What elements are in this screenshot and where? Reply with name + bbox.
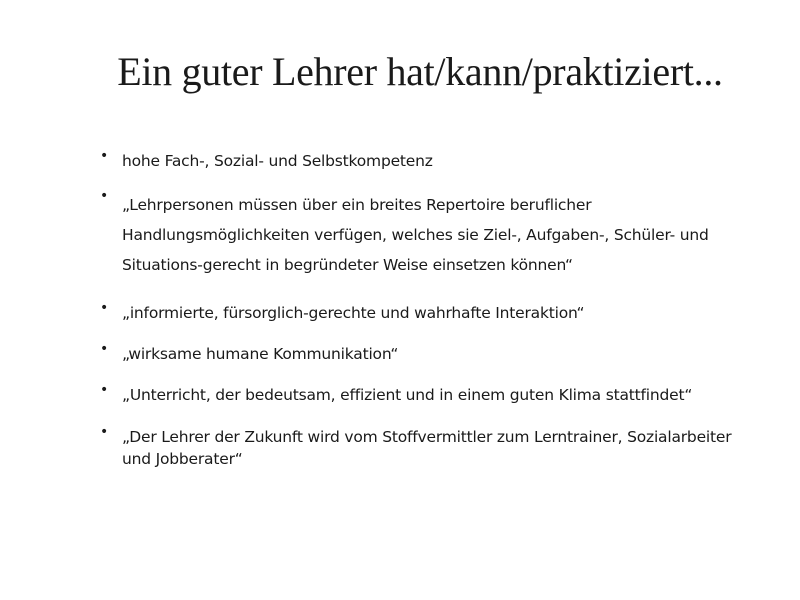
- bullet-item: [100, 190, 760, 280]
- bullet-item: [100, 384, 760, 406]
- bullet-item: [100, 426, 760, 470]
- bullet-icon: •: [100, 382, 109, 398]
- bullet-text: „informierte, fürsorglich-gerechte und wahrhafte Interaktion“: [122, 304, 585, 322]
- bullet-text: „Der Lehrer der Zukunft wird vom Stoffvermittler zum Lerntrainer, Sozialarbeiter und Jobberater“: [122, 428, 732, 468]
- bullet-item: [100, 302, 760, 324]
- bullet-icon: •: [100, 424, 109, 440]
- bullet-text: „wirksame humane Kommunikation“: [122, 345, 399, 363]
- bullet-icon: •: [100, 188, 109, 204]
- bullet-text: „Unterricht, der bedeutsam, effizient und in einem guten Klima stattfindet“: [122, 386, 693, 404]
- bullet-text: „Lehrpersonen müssen über ein breites Repertoire beruflicher Handlungsmöglichkeiten verfügen, welches sie Ziel-, Aufgaben-, Schüler- und Situations-gerecht in begründeter Weise einsetzen können“: [122, 196, 709, 274]
- bullet-icon: •: [100, 148, 109, 164]
- bullet-icon: •: [100, 341, 109, 357]
- bullet-icon: •: [100, 300, 109, 316]
- bullet-item: [100, 343, 760, 365]
- slide-title: Ein guter Lehrer hat/kann/praktiziert...: [117, 49, 723, 94]
- bullet-item: [100, 150, 760, 172]
- bullet-text: hohe Fach-, Sozial- und Selbstkompetenz: [122, 152, 433, 170]
